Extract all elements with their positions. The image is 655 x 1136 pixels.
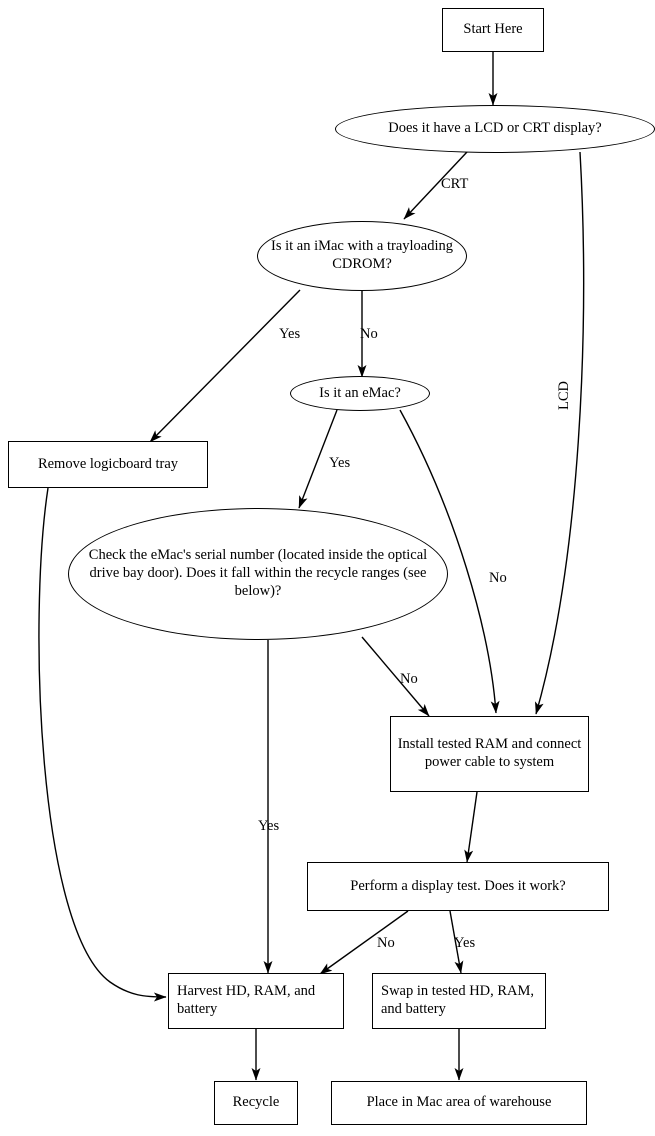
node-serial-check-label: Check the eMac's serial number (located inside the optical drive bay door). Does it fall within the recycle ranges (see below)? xyxy=(88,547,428,599)
edge-label-emac-no xyxy=(489,570,507,587)
node-swap[interactable] xyxy=(372,973,546,1029)
edge-label-display-yes xyxy=(454,935,475,952)
edge-label-display-yes-text: Yes xyxy=(454,935,476,951)
node-start-label: Start Here xyxy=(463,21,523,38)
edge-label-lcd-text: LCD xyxy=(556,381,572,410)
node-imac-question-label: Is it an iMac with a trayloading CDROM? xyxy=(270,238,453,272)
edge-label-crt-text: CRT xyxy=(441,176,469,192)
node-remove-logicboard-tray-label: Remove logicboard tray xyxy=(37,455,179,472)
edge-label-imac-yes xyxy=(279,326,300,343)
edge-lcd-to-install-ram xyxy=(536,152,584,714)
edge-label-imac-no-text: No xyxy=(360,326,378,342)
edge-label-emac-yes-text: Yes xyxy=(329,455,351,471)
edge-imac-yes-to-remove-tray xyxy=(150,290,300,442)
edge-display-no-to-harvest xyxy=(320,911,408,974)
node-install-tested-ram[interactable] xyxy=(390,716,589,792)
edge-label-crt xyxy=(441,176,468,193)
node-serial-check[interactable] xyxy=(68,508,448,640)
node-swap-label: Swap in tested HD, RAM, and battery xyxy=(381,983,535,1017)
edge-label-imac-yes-text: Yes xyxy=(279,326,301,342)
edge-label-serial-no-text: No xyxy=(400,671,418,687)
edge-label-display-no-text: No xyxy=(377,935,395,951)
edge-label-emac-yes xyxy=(329,455,350,472)
edge-serial-no-to-install-ram xyxy=(362,637,429,716)
node-harvest-label: Harvest HD, RAM, and battery xyxy=(177,983,316,1017)
node-recycle-label: Recycle xyxy=(232,1094,280,1111)
edge-label-lcd xyxy=(556,381,573,410)
edge-label-serial-yes-text: Yes xyxy=(258,818,280,834)
edge-label-emac-no-text: No xyxy=(489,570,507,586)
node-warehouse[interactable] xyxy=(331,1081,587,1125)
node-warehouse-label: Place in Mac area of warehouse xyxy=(366,1094,552,1111)
node-harvest[interactable] xyxy=(168,973,344,1029)
node-display-test-label: Perform a display test. Does it work? xyxy=(350,877,566,894)
edge-label-imac-no xyxy=(360,326,378,343)
node-recycle[interactable] xyxy=(214,1081,298,1125)
node-emac-question-label: Is it an eMac? xyxy=(319,384,401,401)
node-emac-question[interactable] xyxy=(290,376,430,411)
node-imac-question[interactable] xyxy=(257,221,467,291)
node-install-tested-ram-label: Install tested RAM and connect power cable to system xyxy=(397,736,582,770)
edge-label-serial-yes xyxy=(258,818,279,835)
edge-label-display-no xyxy=(377,935,395,952)
node-display-test[interactable] xyxy=(307,862,609,911)
edge-install-ram-to-display-test xyxy=(467,792,477,862)
node-display-question-label: Does it have a LCD or CRT display? xyxy=(388,120,602,137)
node-start[interactable] xyxy=(442,8,544,52)
node-remove-logicboard-tray[interactable] xyxy=(8,441,208,488)
node-display-question[interactable] xyxy=(335,105,655,153)
edge-label-serial-no xyxy=(400,671,418,688)
